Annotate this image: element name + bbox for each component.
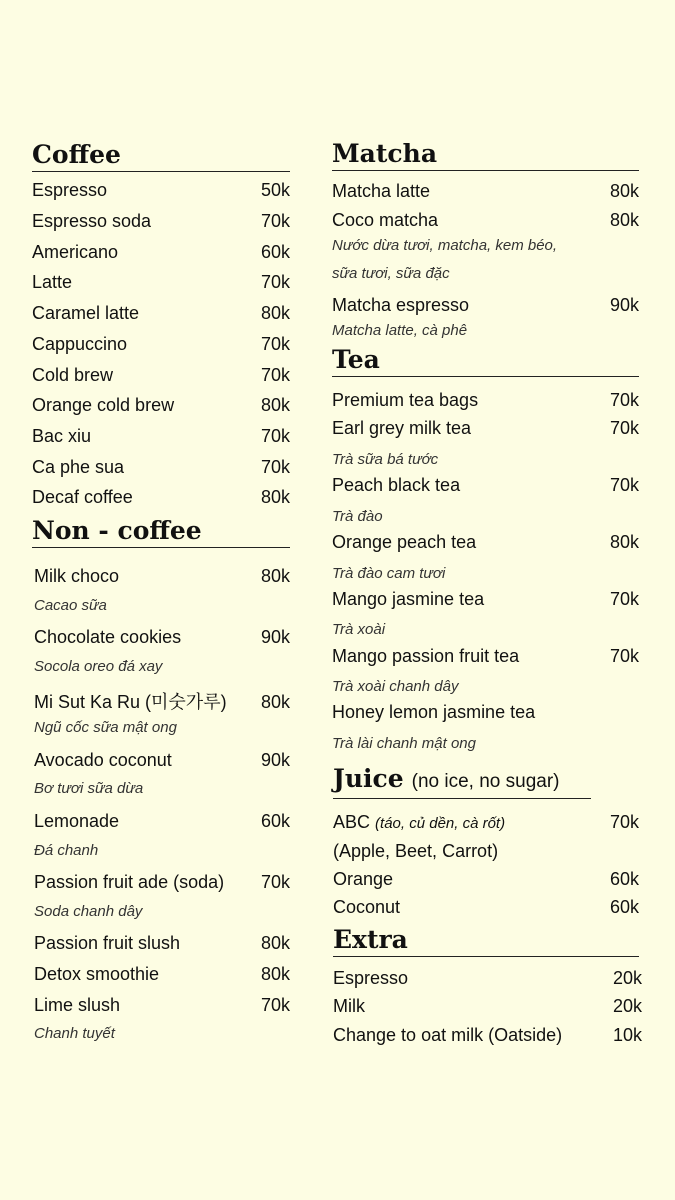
matcha-heading: Matcha [332, 139, 639, 171]
tea-heading: Tea [332, 345, 639, 377]
item-name: Milk [333, 996, 365, 1016]
item-price: 80k [260, 395, 290, 415]
item-subtitle: Trà đào cam tươi [332, 565, 446, 582]
item-second-line [333, 841, 498, 862]
list-item [34, 750, 290, 771]
list-item [333, 968, 642, 989]
item-name: Espresso soda [32, 211, 152, 231]
item-subtitle: Socola oreo đá xay [34, 658, 163, 675]
item-name: Mi Sut Ka Ru (미숫가루) [34, 692, 227, 712]
item-name: Peach black tea [332, 475, 461, 495]
item-name: Orange cold brew [32, 395, 175, 415]
item-inline-subtitle: (táo, củ dền, cà rốt) [375, 815, 506, 832]
item-price: 90k [609, 295, 639, 315]
item-price: 80k [609, 210, 639, 230]
item-subtitle: sữa tươi, sữa đặc [332, 265, 450, 282]
coffee-heading: Coffee [32, 140, 290, 172]
item-price: 80k [260, 566, 290, 586]
list-item [332, 418, 639, 439]
list-item [332, 702, 639, 723]
item-price: 80k [609, 181, 639, 201]
item-name: Detox smoothie [34, 964, 160, 984]
item-subtitle: Trà xoài [332, 621, 386, 638]
item-price: 70k [260, 272, 290, 292]
list-item [332, 475, 639, 496]
item-price: 80k [260, 303, 290, 323]
item-name: Honey lemon jasmine tea [332, 702, 536, 722]
list-item [333, 996, 642, 1017]
item-subtitle: Soda chanh dây [34, 903, 143, 920]
list-item [332, 589, 639, 610]
juice-section [333, 764, 591, 799]
juice-title: Juice [333, 764, 404, 793]
item-price: 80k [260, 487, 290, 507]
item-price: 80k [260, 933, 290, 953]
item-name: Chocolate cookies [34, 627, 182, 647]
item-name: Coco matcha [332, 210, 439, 230]
item-subtitle: Ngũ cốc sữa mật ong [34, 719, 177, 736]
item-price: 70k [260, 995, 290, 1015]
item-price: 60k [609, 897, 639, 917]
item-name: Change to oat milk (Oatside) [333, 1025, 563, 1045]
item-price: 50k [260, 180, 290, 200]
item-subtitle: Cacao sữa [34, 597, 107, 614]
item-name: Milk choco [34, 566, 120, 586]
item-name-text: ABC [333, 812, 371, 832]
item-price: 80k [609, 532, 639, 552]
list-item [332, 390, 639, 411]
item-price: 70k [260, 457, 290, 477]
item-name: Mango jasmine tea [332, 589, 485, 609]
item-price: 70k [260, 872, 290, 892]
item-name: Espresso [333, 968, 409, 988]
list-item [34, 627, 290, 648]
list-item [332, 532, 639, 553]
item-name: Orange peach tea [332, 532, 477, 552]
list-item [32, 395, 290, 416]
item-price: 20k [612, 996, 642, 1016]
item-price: 60k [260, 242, 290, 262]
item-name: Avocado coconut [34, 750, 172, 770]
list-item [34, 688, 290, 714]
item-name: Coconut [333, 897, 401, 917]
list-item [34, 933, 290, 954]
item-price: 70k [260, 211, 290, 231]
item-price: 10k [612, 1025, 642, 1045]
item-name: Caramel latte [32, 303, 140, 323]
coffee-section [32, 140, 290, 172]
juice-heading [333, 764, 591, 799]
item-name: Premium tea bags [332, 390, 479, 410]
item-name: Lemonade [34, 811, 120, 831]
list-item [332, 210, 639, 231]
item-name: Mango passion fruit tea [332, 646, 520, 666]
item-price: 60k [609, 869, 639, 889]
item-name: Decaf coffee [32, 487, 133, 507]
juice-note: (no ice, no sugar) [411, 771, 560, 792]
item-price: 70k [609, 390, 639, 410]
item-subtitle: Trà đào [332, 508, 383, 525]
list-item [32, 487, 290, 508]
item-name: Matcha latte [332, 181, 431, 201]
list-item [32, 211, 290, 232]
list-item [32, 180, 290, 201]
item-price: 70k [260, 365, 290, 385]
tea-section [332, 345, 639, 377]
non-coffee-heading: Non - coffee [32, 516, 290, 548]
item-name: Passion fruit slush [34, 933, 181, 953]
item-name: Passion fruit ade (soda) [34, 872, 225, 892]
item-price: 70k [609, 646, 639, 666]
list-item [34, 995, 290, 1016]
item-subtitle: Bơ tươi sữa dừa [34, 780, 144, 797]
list-item [34, 964, 290, 985]
item-name: Matcha espresso [332, 295, 470, 315]
item-name: Cappuccino [32, 334, 128, 354]
item-subtitle: Trà lài chanh mật ong [332, 735, 476, 752]
extra-heading: Extra [333, 925, 639, 957]
item-subtitle: Đá chanh [34, 842, 99, 859]
extra-section [333, 925, 639, 957]
item-subtitle: Trà sữa bá tước [332, 451, 439, 468]
item-price: 60k [260, 811, 290, 831]
list-item [32, 426, 290, 447]
list-item [332, 295, 639, 316]
item-name: Orange [333, 869, 394, 889]
list-item [333, 1025, 642, 1046]
item-price: 70k [609, 418, 639, 438]
item-name: Americano [32, 242, 119, 262]
list-item [332, 646, 639, 667]
item-subtitle: Nước dừa tươi, matcha, kem béo, [332, 237, 558, 254]
item-price: 20k [612, 968, 642, 988]
item-price: 90k [260, 627, 290, 647]
list-item [333, 812, 639, 833]
item-price: 70k [260, 334, 290, 354]
list-item [34, 872, 290, 893]
item-subtitle: Matcha latte, cà phê [332, 322, 468, 339]
list-item [32, 242, 290, 263]
list-item [34, 566, 290, 587]
list-item [32, 272, 290, 293]
item-name: Latte [32, 272, 73, 292]
item-subtitle: Trà xoài chanh dây [332, 678, 459, 695]
list-item [333, 869, 639, 890]
item-name: Ca phe sua [32, 457, 125, 477]
list-item [34, 811, 290, 832]
list-item [32, 365, 290, 386]
item-price: 70k [260, 426, 290, 446]
item-price: 70k [609, 475, 639, 495]
item-name: Bac xiu [32, 426, 92, 446]
item-name: Earl grey milk tea [332, 418, 472, 438]
list-item [332, 181, 639, 202]
list-item [333, 897, 639, 918]
item-price: 70k [609, 812, 639, 832]
matcha-section [332, 139, 639, 171]
item-price: 80k [260, 964, 290, 984]
item-subtitle: Chanh tuyết [34, 1025, 115, 1042]
item-price: 90k [260, 750, 290, 770]
list-item [32, 303, 290, 324]
non-coffee-section [32, 516, 290, 548]
list-item [32, 334, 290, 355]
item-name: Cold brew [32, 365, 114, 385]
item-name: Lime slush [34, 995, 121, 1015]
item-name: Espresso [32, 180, 108, 200]
list-item [32, 457, 290, 478]
item-name [333, 812, 505, 833]
item-price: 80k [260, 692, 290, 712]
item-price: 70k [609, 589, 639, 609]
item-line2: (Apple, Beet, Carrot) [333, 841, 499, 861]
